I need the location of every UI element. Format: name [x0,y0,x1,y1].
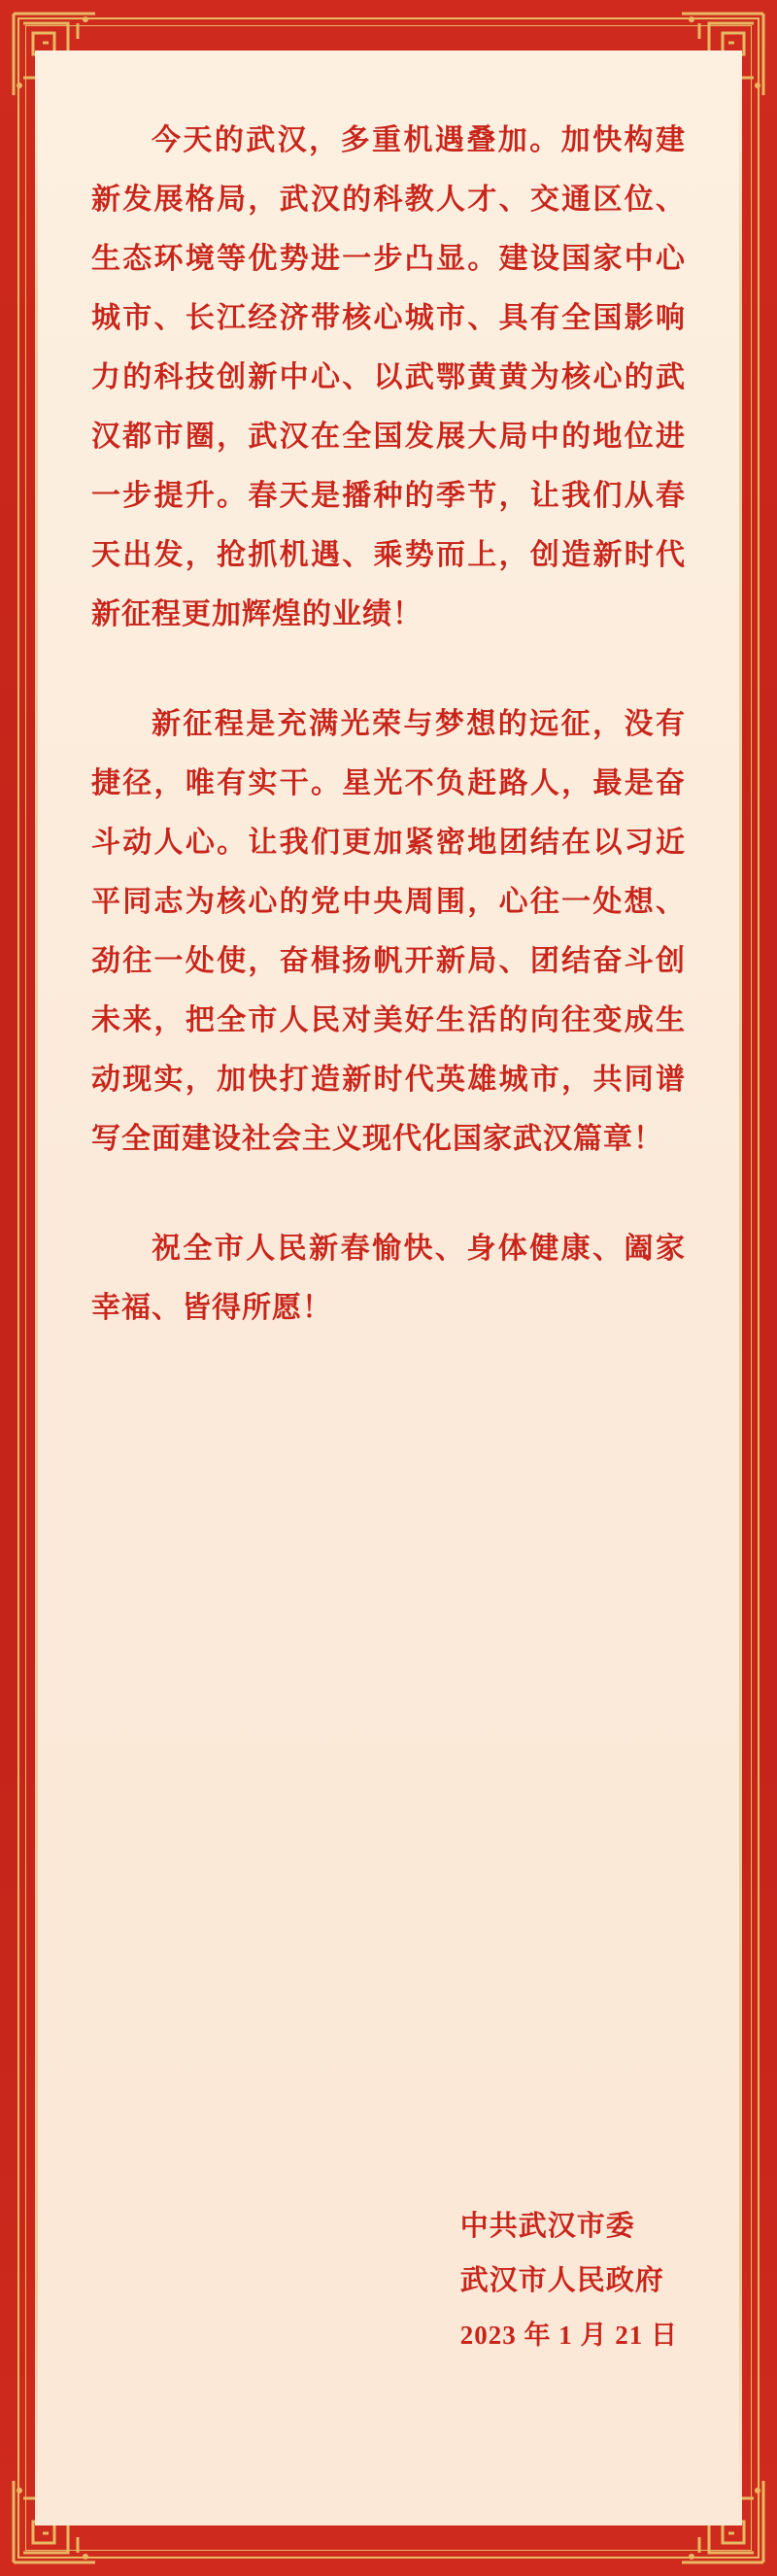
letter-body [91,111,686,1374]
signature-block [460,2199,678,2362]
signature-org-government: 武汉市人民政府 [459,2265,664,2296]
paragraph-1: 今天的武汉，多重机遇叠加。加快构建新发展格局，武汉的科教人才、交通区位、生态环境等优势进一步凸显。建设国家中心城市、长江经济带核心城市、具有全国影响力的科技创新中心、以武鄂黄黄为核心的武汉都市圈，武汉在全国发展大局中的地位进一步提升。春天是播种的季节，让我们从春天出发，抢抓机遇、乘势而上，创造新时代新征程更加辉煌的业绩！ [91,124,686,630]
signature-date: 2023 年 1 月 21 日 [459,2321,678,2350]
paragraph-2: 新征程是充满光荣与梦想的远征，没有捷径，唯有实干。星光不负赶路人，最是奋斗动人心。让我们更加紧密地团结在以习近平同志为核心的党中央周围，心往一处想、劲往一处使，奋楫扬帆开新局、团结奋斗创未来，把全市人民对美好生活的向往变成生动现实，加快打造新时代英雄城市，共同谱写全面建设社会主义现代化国家武汉篇章！ [91,708,686,1155]
letter-paper-panel [35,51,742,2525]
signature-org-party: 中共武汉市委 [459,2211,635,2242]
paragraph-3: 祝全市人民新春愉快、身体健康、阖家幸福、皆得所愿！ [91,1233,686,1324]
